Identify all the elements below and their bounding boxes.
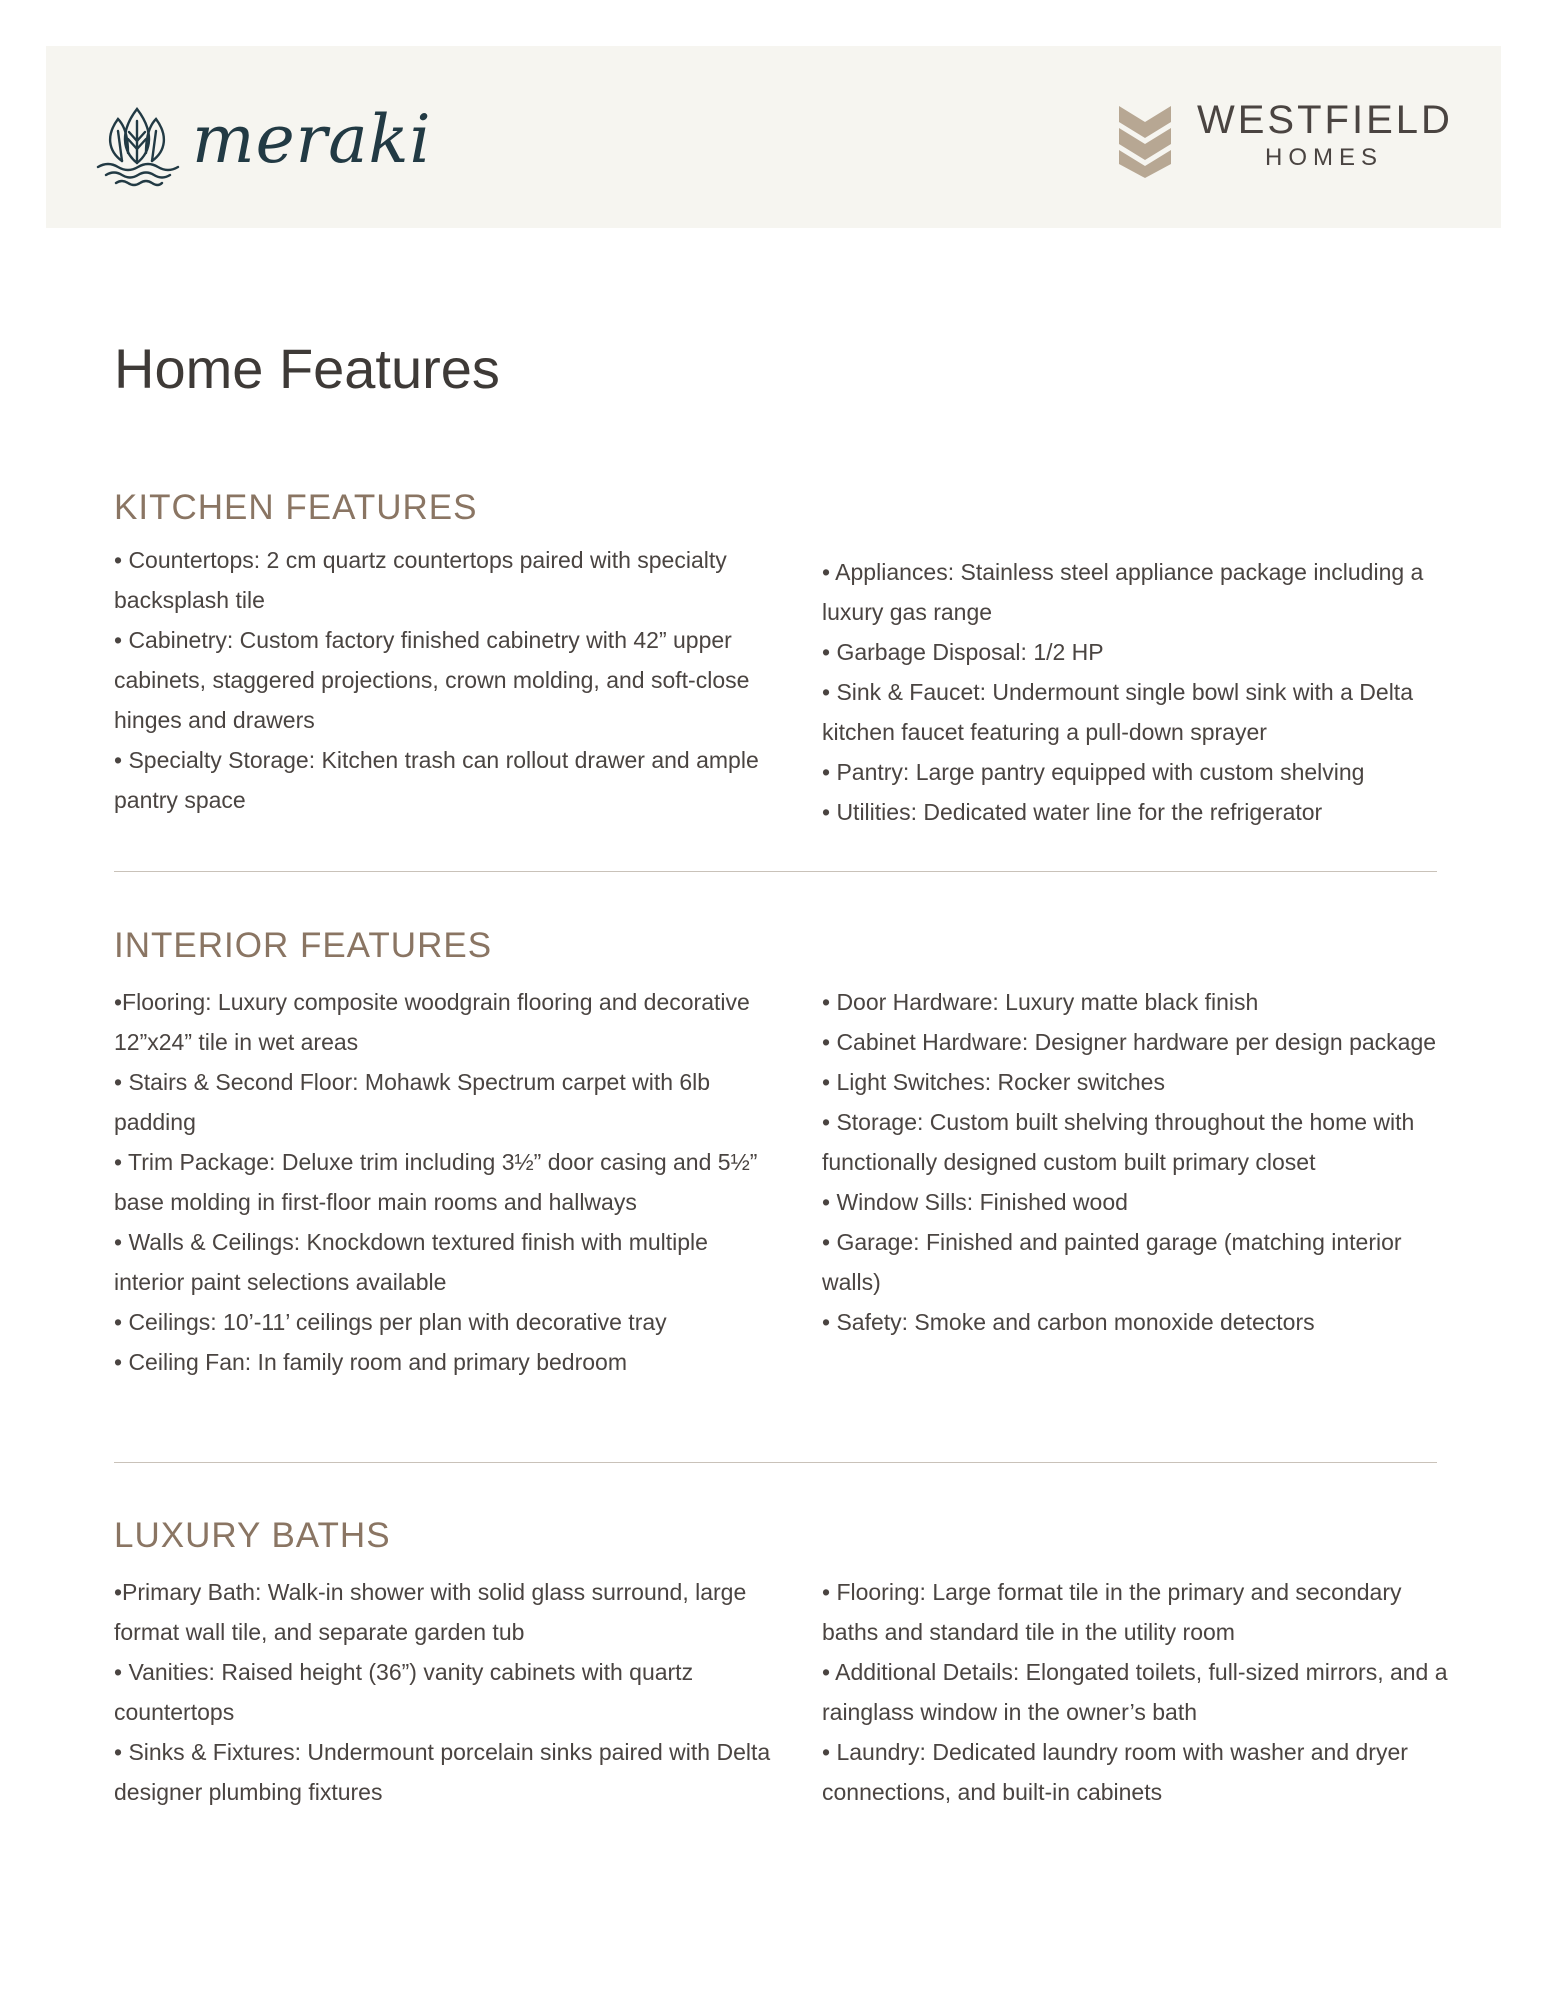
interior-right-column: [822, 982, 1462, 1342]
section-divider: [114, 871, 1437, 872]
list-item: • Garage: Finished and painted garage (matching interior walls): [822, 1229, 1402, 1295]
list-item: •Flooring: Luxury composite woodgrain flooring and decorative 12”x24” tile in wet areas: [114, 989, 750, 1055]
list-item: • Walls & Ceilings: Knockdown textured finish with multiple interior paint selections available: [114, 1229, 708, 1295]
list-item: • Vanities: Raised height (36”) vanity cabinets with quartz countertops: [114, 1659, 694, 1725]
list-item: • Stairs & Second Floor: Mohawk Spectrum carpet with 6lb padding: [114, 1069, 711, 1135]
westfield-homes-logo: [1115, 98, 1455, 178]
kitchen-left-column: [114, 540, 774, 820]
list-item: • Cabinetry: Custom factory finished cabinetry with 42” upper cabinets, staggered projections, crown molding, and soft-close hinges and drawers: [114, 627, 750, 733]
list-item: • Pantry: Large pantry equipped with custom shelving: [822, 759, 1365, 785]
kitchen-right-column: [822, 552, 1462, 832]
list-item: • Light Switches: Rocker switches: [822, 1069, 1165, 1095]
list-item: • Cabinet Hardware: Designer hardware per design package: [822, 1029, 1437, 1055]
list-item: • Sink & Faucet: Undermount single bowl sink with a Delta kitchen faucet featuring a pull-down sprayer: [822, 679, 1413, 745]
list-item: • Trim Package: Deluxe trim including 3½” door casing and 5½” base molding in first-floor main rooms and hallways: [114, 1149, 758, 1215]
westfield-wordmark: WESTFIELD: [1197, 98, 1453, 142]
page-title: Home Features: [114, 337, 500, 400]
list-item: • Countertops: 2 cm quartz countertops paired with specialty backsplash tile: [114, 547, 727, 613]
section-heading-baths: LUXURY BATHS: [114, 1516, 391, 1555]
header-band: [46, 46, 1501, 228]
list-item: • Garbage Disposal: 1/2 HP: [822, 639, 1104, 665]
tree-waves-icon: [92, 91, 182, 191]
baths-right-column: [822, 1572, 1462, 1812]
meraki-wordmark: meraki: [192, 101, 432, 178]
meraki-logo: [92, 91, 492, 191]
list-item: • Safety: Smoke and carbon monoxide detectors: [822, 1309, 1315, 1335]
list-item: • Flooring: Large format tile in the primary and secondary baths and standard tile in the utility room: [822, 1579, 1402, 1645]
wheat-chevron-icon: [1115, 98, 1175, 178]
list-item: • Sinks & Fixtures: Undermount porcelain sinks paired with Delta designer plumbing fixtures: [114, 1739, 771, 1805]
interior-left-column: [114, 982, 774, 1382]
list-item: • Specialty Storage: Kitchen trash can rollout drawer and ample pantry space: [114, 747, 759, 813]
list-item: • Storage: Custom built shelving throughout the home with functionally designed custom built primary closet: [822, 1109, 1415, 1175]
list-item: •Primary Bath: Walk-in shower with solid glass surround, large format wall tile, and separate garden tub: [114, 1579, 747, 1645]
homes-wordmark: HOMES: [1265, 144, 1384, 171]
list-item: • Utilities: Dedicated water line for the refrigerator: [822, 799, 1323, 825]
list-item: • Ceiling Fan: In family room and primary bedroom: [114, 1349, 627, 1375]
list-item: • Ceilings: 10’-11’ ceilings per plan with decorative tray: [114, 1309, 667, 1335]
list-item: • Appliances: Stainless steel appliance package including a luxury gas range: [822, 559, 1424, 625]
baths-left-column: [114, 1572, 774, 1812]
list-item: • Laundry: Dedicated laundry room with washer and dryer connections, and built-in cabinets: [822, 1739, 1408, 1805]
list-item: • Window Sills: Finished wood: [822, 1189, 1128, 1215]
section-heading-kitchen: KITCHEN FEATURES: [114, 488, 478, 527]
section-divider: [114, 1462, 1437, 1463]
list-item: • Door Hardware: Luxury matte black finish: [822, 989, 1259, 1015]
section-heading-interior: INTERIOR FEATURES: [114, 926, 493, 965]
list-item: • Additional Details: Elongated toilets, full-sized mirrors, and a rainglass window in the owner’s bath: [822, 1659, 1448, 1725]
